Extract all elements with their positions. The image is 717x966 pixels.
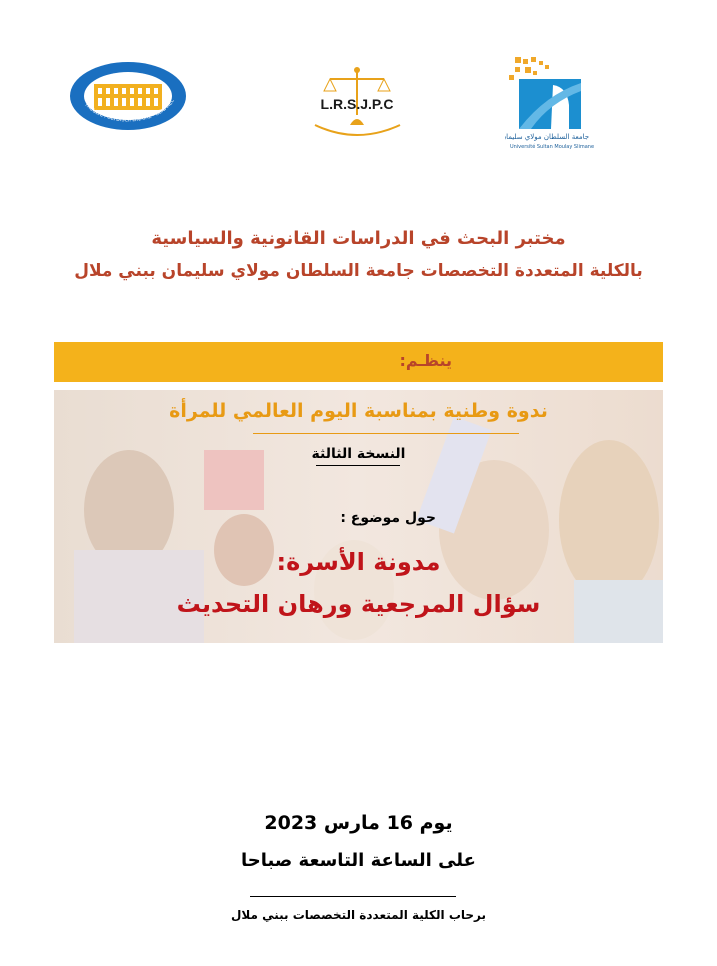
event-title: ندوة وطنية بمناسبة اليوم العالمي للمرأة	[169, 400, 548, 422]
lab-name-line2: بالكلية المتعددة التخصصات جامعة السلطان مولاي سليمان ببني ملال	[74, 261, 643, 281]
lrsjpc-text: L.R.S.J.P.C	[320, 96, 394, 112]
footer-divider	[250, 896, 456, 897]
university-latin-name: Université Sultan Moulay Slimane	[509, 144, 595, 150]
title-underline	[253, 433, 519, 434]
faculty-seal-logo	[68, 60, 188, 132]
lrsjpc-scales-logo	[310, 65, 405, 140]
topic-line1: مدونة الأسرة:	[276, 548, 441, 576]
topic-label: حول موضوع :	[340, 510, 436, 526]
event-venue: برحاب الكلية المتعددة التخصصات ببني ملال	[230, 908, 487, 922]
logo-ring-text: FACULTE POLYDISCIPLINAIRE - BENI MEL	[83, 98, 176, 124]
organizes-banner	[54, 342, 663, 382]
edition-underline	[316, 465, 400, 466]
organizes-label: ينظـم:	[399, 351, 452, 370]
event-date: يوم 16 مارس 2023	[264, 812, 453, 834]
lab-name-line1: مختبر البحث في الدراسات القانونية والسياسية	[151, 228, 566, 249]
university-arabic-name: جامعة السلطان مولاي سليمان	[505, 133, 590, 141]
event-time: على الساعة التاسعة صباحا	[241, 850, 476, 871]
university-logo	[505, 55, 600, 150]
edition-label: النسخة الثالثة	[311, 446, 406, 462]
topic-line2: سؤال المرجعية ورهان التحديث	[176, 590, 541, 618]
